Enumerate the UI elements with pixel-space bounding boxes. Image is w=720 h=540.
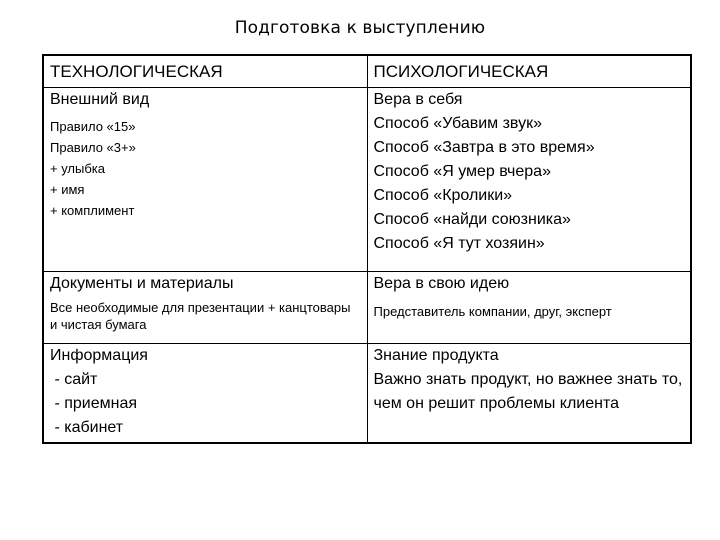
page-title: Подготовка к выступлению: [234, 18, 486, 38]
table-row: [43, 344, 691, 444]
table-row: [43, 272, 691, 344]
header-psychological: ПСИХОЛОГИЧЕСКАЯ: [367, 55, 691, 88]
list-item: Способ «Я умер вчера»: [373, 163, 551, 180]
cell-idea-belief: [367, 272, 691, 344]
cell-appearance: [43, 88, 367, 272]
cell-heading: Вера в себя: [373, 91, 463, 108]
table-row: [43, 88, 691, 272]
cell-product-knowledge: [367, 344, 691, 444]
header-technological: ТЕХНОЛОГИЧЕСКАЯ: [43, 55, 367, 88]
list-item: + комплимент: [50, 203, 135, 218]
list-item: Способ «Завтра в это время»: [373, 139, 595, 156]
list-item: + имя: [50, 182, 85, 197]
cell-heading: Вера в свою идею: [373, 275, 510, 292]
list-item: Способ «Убавим звук»: [373, 115, 542, 132]
list-item: - приемная: [50, 395, 138, 412]
cell-text: Все необходимые для презентации + канцтовары и чистая бумага: [50, 300, 351, 332]
list-item: + улыбка: [50, 161, 105, 176]
cell-text: Важно знать продукт, но важнее знать то, чем он решит проблемы клиента: [373, 371, 683, 412]
cell-documents: [43, 272, 367, 344]
preparation-table: [42, 54, 692, 444]
cell-heading: Знание продукта: [373, 347, 499, 364]
cell-information: [43, 344, 367, 444]
list-item: - кабинет: [50, 419, 124, 436]
list-item: Правило «3+»: [50, 140, 136, 155]
list-item: Способ «найди союзника»: [373, 211, 571, 228]
list-item: - сайт: [50, 371, 98, 388]
cell-heading: Внешний вид: [50, 91, 150, 108]
cell-heading: Документы и материалы: [50, 275, 234, 292]
list-item: Способ «Я тут хозяин»: [373, 235, 545, 252]
list-item: Способ «Кролики»: [373, 187, 513, 204]
cell-text: Представитель компании, друг, эксперт: [373, 304, 612, 319]
cell-self-belief: [367, 88, 691, 272]
cell-heading: Информация: [50, 347, 148, 364]
list-item: Правило «15»: [50, 119, 136, 134]
table-header-row: [43, 55, 691, 88]
